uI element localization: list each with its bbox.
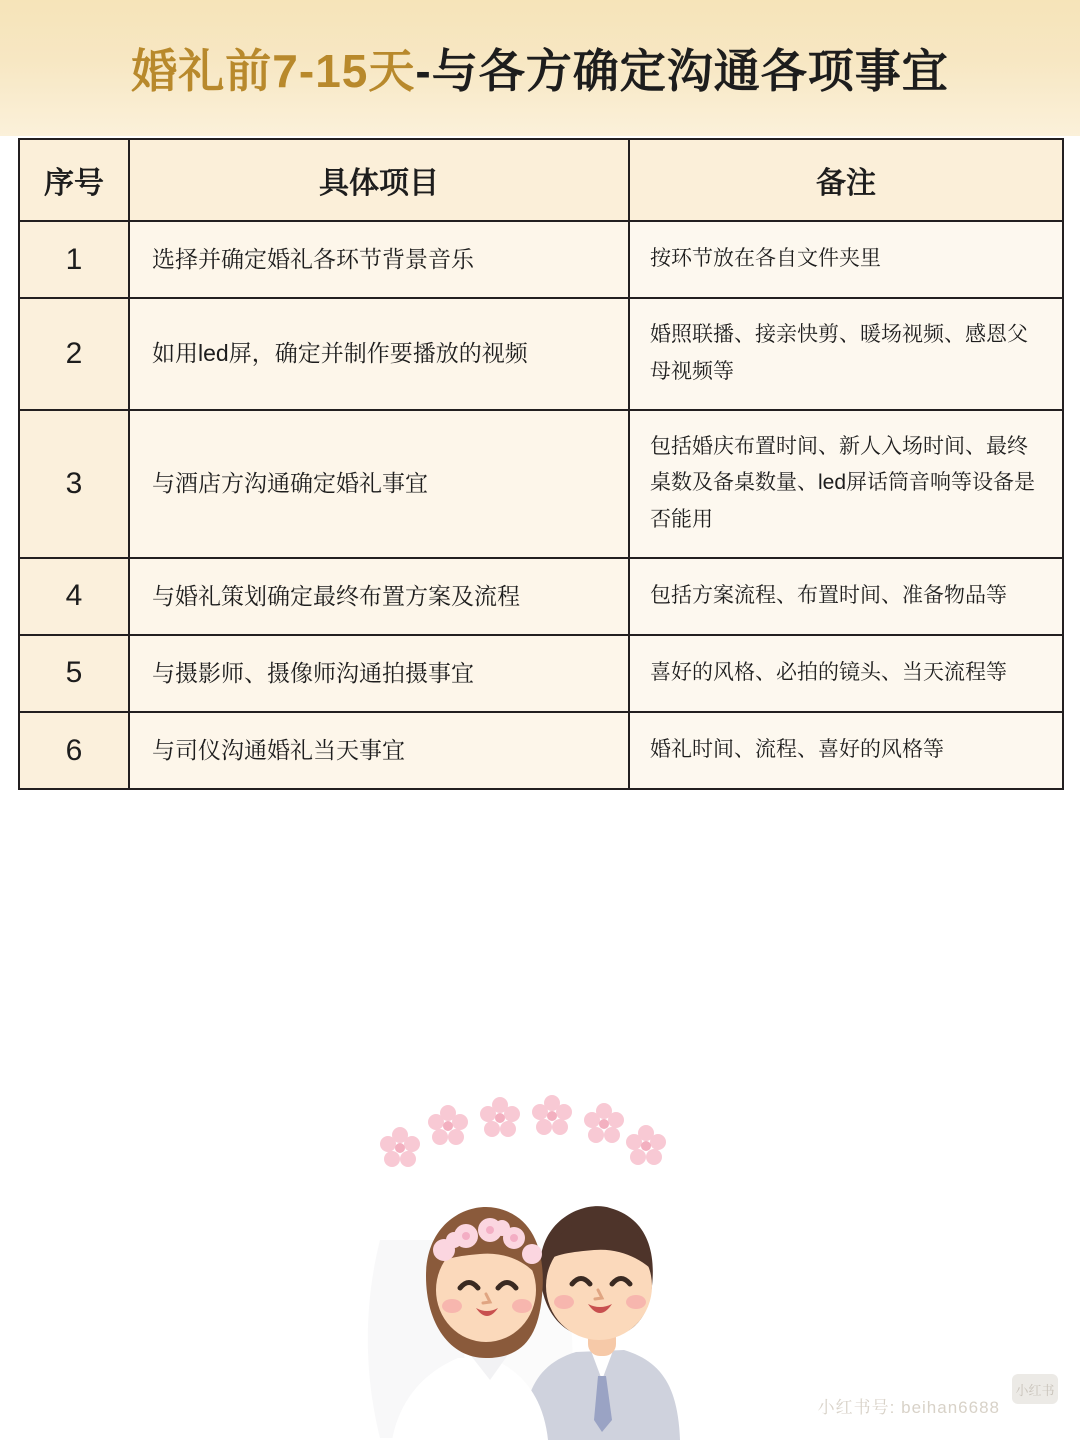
row-item: 选择并确定婚礼各环节背景音乐 <box>129 221 629 298</box>
row-note: 喜好的风格、必拍的镜头、当天流程等 <box>629 635 1063 712</box>
schedule-table <box>18 138 1064 790</box>
row-note: 包括婚庆布置时间、新人入场时间、最终桌数及备桌数量、led屏话筒音响等设备是否能用 <box>629 410 1063 558</box>
column-header-index: 序号 <box>19 139 129 221</box>
watermark-badge: 小红书 <box>1012 1374 1058 1404</box>
row-index: 6 <box>19 712 129 789</box>
row-item: 与司仪沟通婚礼当天事宜 <box>129 712 629 789</box>
row-index: 1 <box>19 221 129 298</box>
page-title-rest: -与各方确定沟通各项事宜 <box>415 45 949 97</box>
page-title <box>0 0 1080 136</box>
row-index: 2 <box>19 298 129 410</box>
table-row <box>19 635 1063 712</box>
row-index: 5 <box>19 635 129 712</box>
table-row <box>19 298 1063 410</box>
couple-illustration <box>340 1090 740 1440</box>
schedule-table-wrapper <box>18 138 1062 790</box>
table-row <box>19 221 1063 298</box>
row-note: 婚照联播、接亲快剪、暖场视频、感恩父母视频等 <box>629 298 1063 410</box>
row-item: 如用led屏，确定并制作要播放的视频 <box>129 298 629 410</box>
table-row <box>19 558 1063 635</box>
header-banner <box>0 0 1080 136</box>
row-index: 3 <box>19 410 129 558</box>
row-note: 包括方案流程、布置时间、准备物品等 <box>629 558 1063 635</box>
table-row <box>19 712 1063 789</box>
column-header-item: 具体项目 <box>129 139 629 221</box>
watermark-text: 小红书号: beihan6688 <box>817 1398 1000 1417</box>
bride-and-groom-icon <box>340 1090 740 1440</box>
row-index: 4 <box>19 558 129 635</box>
table-row <box>19 410 1063 558</box>
page-title-accent: 婚礼前7-15天 <box>131 45 416 97</box>
row-item: 与婚礼策划确定最终布置方案及流程 <box>129 558 629 635</box>
row-item: 与摄影师、摄像师沟通拍摄事宜 <box>129 635 629 712</box>
row-item: 与酒店方沟通确定婚礼事宜 <box>129 410 629 558</box>
table-header-row <box>19 139 1063 221</box>
column-header-note: 备注 <box>629 139 1063 221</box>
row-note: 婚礼时间、流程、喜好的风格等 <box>629 712 1063 789</box>
row-note: 按环节放在各自文件夹里 <box>629 221 1063 298</box>
